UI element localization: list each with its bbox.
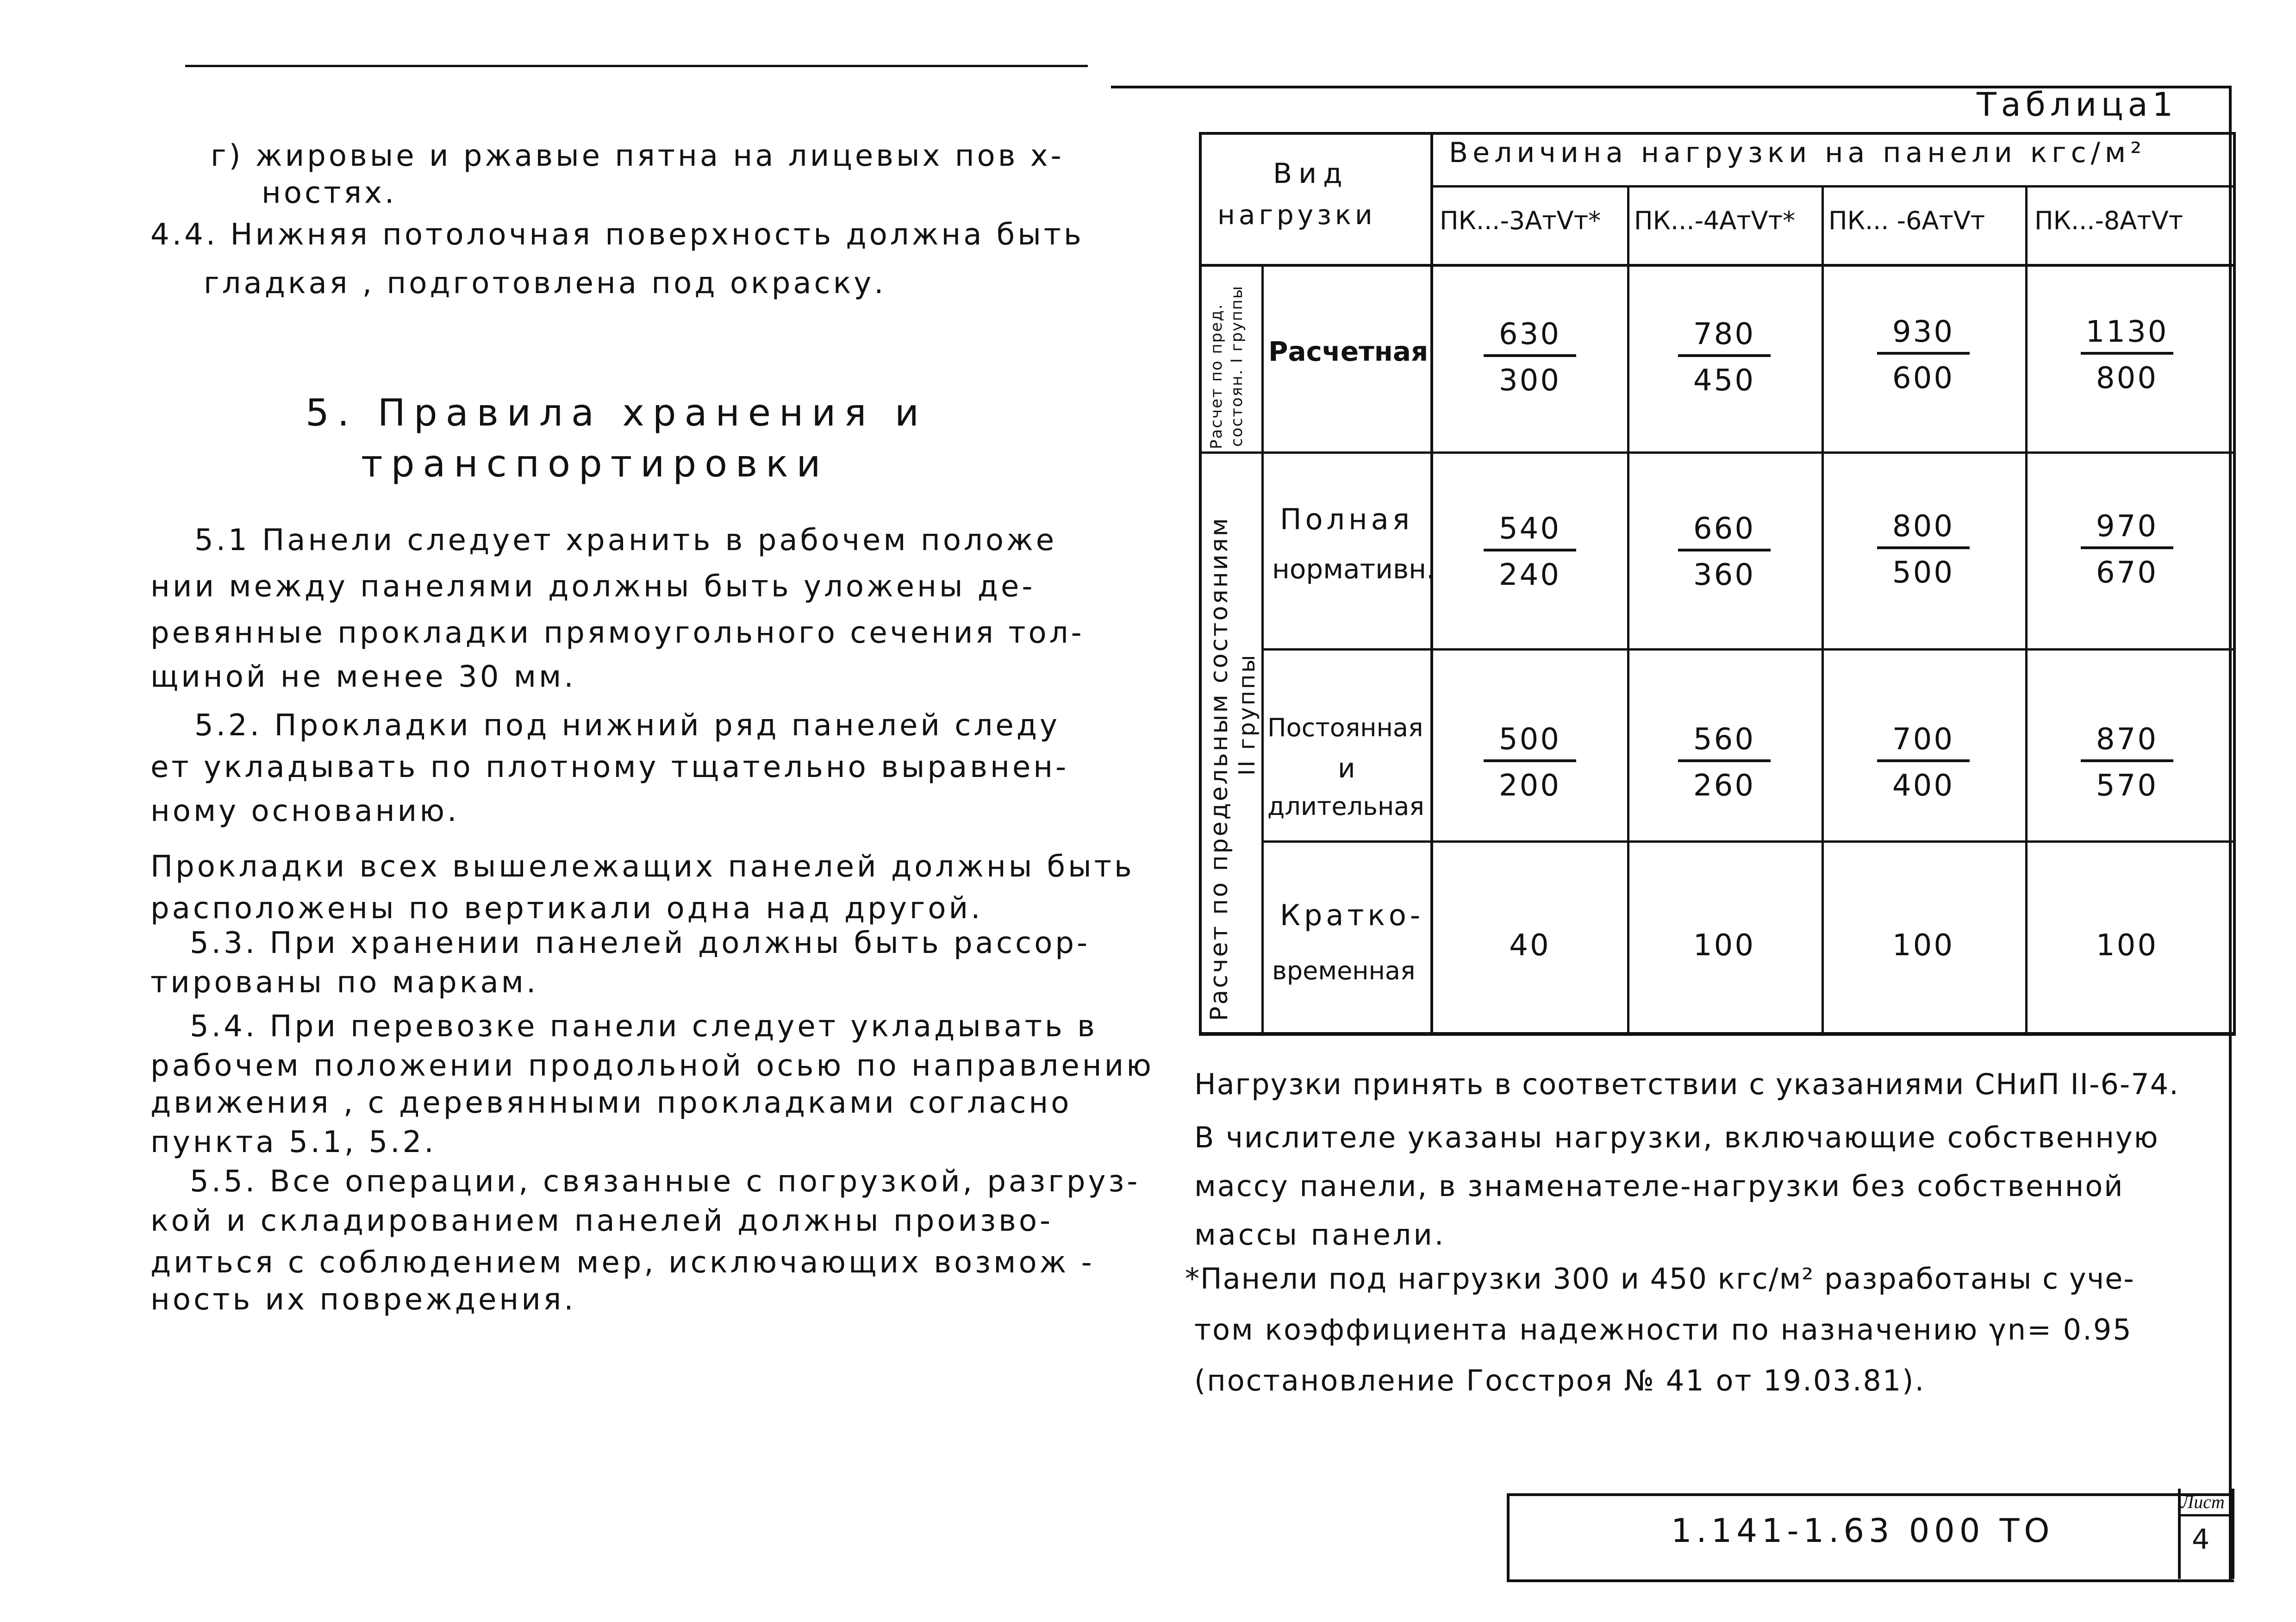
cell-r2-c4 — [2081, 509, 2173, 590]
p55-line3: диться с соблюдением мер, исключающих возмож - — [150, 1246, 1095, 1280]
table-caption: Таблица1 — [1977, 86, 2178, 124]
cell-r1-c4 — [2081, 315, 2173, 395]
load-table — [1199, 132, 2236, 1035]
p53-line1: 5.3. При хранении панелей должны быть рассор- — [190, 926, 1091, 960]
row-line-1 — [1199, 451, 2236, 454]
document-code: 1.141-1.63 000 ТО — [1671, 1512, 2054, 1550]
cell-r2-c4-num: 970 — [2081, 509, 2173, 549]
cell-r1-c3-den: 600 — [1892, 361, 1955, 395]
row-label-const-2: и — [1338, 752, 1357, 784]
cell-r4-c2: 100 — [1693, 928, 1756, 963]
cell-r4-c3: 100 — [1892, 928, 1955, 963]
cell-r3-c4-num: 870 — [2081, 722, 2173, 762]
p52-line3: ному основанию. — [150, 794, 460, 828]
col-header-4: ПК...-8АтⅤт — [2034, 206, 2184, 235]
p44-line2: гладкая , подготовлена под окраску. — [204, 266, 886, 301]
cell-r3-c3 — [1877, 722, 1970, 803]
cell-r2-c1-num: 540 — [1484, 512, 1576, 551]
p54-line1: 5.4. При перевозке панели следует укладывать в — [190, 1009, 1098, 1044]
p54-line2: рабочем положении продольной осью по направлению — [150, 1049, 1154, 1083]
cell-r1-c2-den: 450 — [1693, 363, 1756, 398]
group1-label-line2: состоян. I группы — [1228, 285, 1246, 447]
cell-r2-c2 — [1678, 512, 1771, 592]
cell-r2-c2-den: 360 — [1693, 558, 1756, 592]
p51-line3: ревянные прокладки прямоугольного сечения тол- — [150, 616, 1085, 650]
cell-r1-c4-den: 800 — [2096, 361, 2159, 395]
cell-r1-c2 — [1678, 317, 1771, 398]
cell-r3-c3-den: 400 — [1892, 769, 1955, 803]
cell-r1-c2-num: 780 — [1678, 317, 1771, 357]
note-line2: В числителе указаны нагрузки, включающие собственную — [1194, 1121, 2159, 1154]
col-header-2: ПК...-4АтⅤт* — [1634, 206, 1796, 235]
col-header-3: ПК... -6АтⅤт — [1828, 206, 1985, 235]
p55-line4: ность их повреждения. — [150, 1283, 576, 1317]
col-line-3 — [2025, 185, 2028, 1035]
cell-r2-c4-den: 670 — [2096, 556, 2159, 590]
header-kind-line2: нагрузки — [1217, 199, 1376, 231]
p52-line2: ет укладывать по плотному тщательно выравнен- — [150, 750, 1069, 784]
p51-line1: 5.1 Панели следует хранить в рабочем положе — [194, 523, 1057, 557]
sheet-number: 4 — [2192, 1523, 2210, 1556]
note-line3: массу панели, в знаменателе-нагрузки без собственной — [1194, 1169, 2124, 1203]
row-label-short-1: Кратко- — [1280, 898, 1424, 932]
cell-r2-c1 — [1484, 512, 1576, 592]
row-label-full-1: Полная — [1280, 502, 1414, 536]
table-border-right — [2233, 132, 2236, 1035]
item-g-line1: г) жировые и ржавые пятна на лицевых пов х- — [211, 139, 1064, 173]
cell-r3-c2-num: 560 — [1678, 722, 1771, 762]
header-bottom — [1199, 264, 2236, 267]
p51-line2: нии между панелями должны быть уложены де- — [150, 570, 1036, 604]
p51-line4: щиной не менее 30 мм. — [150, 660, 576, 694]
note-line6: том коэффициента надежности по назначению γn= 0.95 — [1194, 1313, 2133, 1346]
cell-r1-c3 — [1877, 315, 1970, 395]
p54-line4: пункта 5.1, 5.2. — [150, 1125, 437, 1159]
top-rule — [185, 65, 1088, 67]
p52-line1: 5.2. Прокладки под нижний ряд панелей следу — [194, 708, 1060, 743]
row-label-const-3: длительная — [1267, 792, 1424, 821]
col-line-1 — [1627, 185, 1629, 1035]
cell-r1-c3-num: 930 — [1877, 315, 1970, 355]
prok-line1: Прокладки всех вышележащих панелей должны быть — [150, 850, 1135, 884]
cell-r3-c1-den: 200 — [1498, 769, 1561, 803]
item-g-line2: ностях. — [262, 176, 397, 210]
group2-label-line1: Расчет по предельным состояниям — [1205, 516, 1233, 1021]
cell-r3-c3-num: 700 — [1877, 722, 1970, 762]
group1-label-line1: Расчет по пред. — [1207, 303, 1226, 449]
note-line4: массы панели. — [1194, 1218, 1446, 1252]
p55-line2: кой и складированием панелей должны произво- — [150, 1204, 1054, 1238]
p53-line2: тированы по маркам. — [150, 965, 539, 1000]
cell-r1-c1-den: 300 — [1498, 363, 1561, 398]
cell-r1-c1 — [1484, 317, 1576, 398]
note-line7: (постановление Госстроя № 41 от 19.03.81). — [1194, 1364, 1926, 1397]
row-line-2 — [1261, 648, 2236, 651]
cell-r3-c2 — [1678, 722, 1771, 803]
col-line-2 — [1822, 185, 1824, 1035]
cell-r3-c2-den: 260 — [1693, 769, 1756, 803]
cell-r4-c4: 100 — [2096, 928, 2159, 963]
section-title-line2: транспортировки — [361, 442, 829, 485]
header-values: Величина нагрузки на панели кгс/м² — [1449, 137, 2146, 169]
cell-r3-c4 — [2081, 722, 2173, 803]
col-header-1: ПК...-3АтⅤт* — [1440, 206, 1601, 235]
cell-r3-c1 — [1484, 722, 1576, 803]
row-label-design: Расчетная — [1268, 336, 1429, 367]
sheet-label: Лист — [2181, 1491, 2225, 1512]
row-label-short-2: временная — [1272, 956, 1416, 985]
cell-r2-c3-den: 500 — [1892, 556, 1955, 590]
table-border-top — [1199, 132, 2236, 135]
cell-r1-c4-num: 1130 — [2081, 315, 2173, 355]
note-line1: Нагрузки принять в соответствии с указаниями СНиП II-6-74. — [1194, 1067, 2179, 1101]
sheet-divider — [2178, 1514, 2232, 1516]
table-border-left — [1199, 132, 1202, 1035]
cell-r3-c1-num: 500 — [1484, 722, 1576, 762]
cell-r2-c3 — [1877, 509, 1970, 590]
p55-line1: 5.5. Все операции, связанные с погрузкой, разгруз- — [190, 1165, 1141, 1199]
row-label-full-2: нормативн. — [1272, 553, 1435, 585]
row-line-3 — [1261, 840, 2236, 843]
cell-r4-c1: 40 — [1509, 928, 1551, 963]
cell-r2-c3-num: 800 — [1877, 509, 1970, 549]
p54-line3: движения , с деревянными прокладками согласно — [150, 1086, 1072, 1120]
header-divider — [1430, 185, 2236, 188]
table-border-bottom — [1199, 1032, 2236, 1036]
row-label-const-1: Постоянная — [1267, 713, 1423, 742]
group2-label-line2: II группы — [1234, 653, 1260, 776]
note-line5: *Панели под нагрузки 300 и 450 кгс/м² разработаны с уче- — [1185, 1262, 2135, 1296]
cell-r2-c1-den: 240 — [1498, 558, 1561, 592]
cell-r2-c2-num: 660 — [1678, 512, 1771, 551]
cell-r1-c1-num: 630 — [1484, 317, 1576, 357]
p44-line1: 4.4. Нижняя потолочная поверхность должна быть — [150, 218, 1084, 252]
section-title-line1: 5. Правила хранения и — [306, 391, 927, 434]
header-kind-line1: Вид — [1273, 157, 1349, 190]
cell-r3-c4-den: 570 — [2096, 769, 2159, 803]
prok-line2: расположены по вертикали одна над другой. — [150, 891, 983, 926]
